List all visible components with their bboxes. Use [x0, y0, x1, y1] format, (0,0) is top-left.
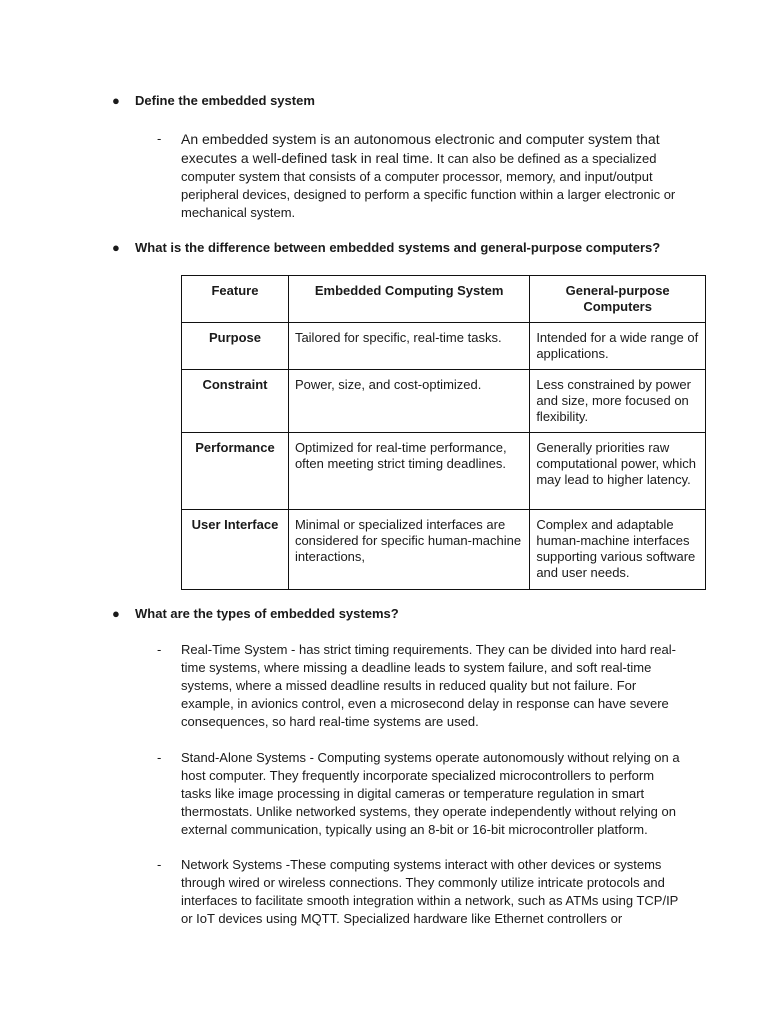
bullet-icon: ● [112, 93, 120, 108]
table-row [182, 510, 706, 590]
type-real-time: Real-Time System - has strict timing requirements. They can be divided into hard real-time systems, where missing a deadline leads to system failure, and soft real-time systems, where a missed deadline results in reduced quality but not failure. For example, in avionics control, even a microsecond delay in response can have severe consequences, so hard real-time systems are used. [181, 642, 676, 729]
general-cell: Generally priorities raw computational power, which may lead to higher latency. [530, 433, 706, 510]
embedded-cell: Optimized for real-time performance, often meeting strict timing deadlines. [288, 433, 529, 510]
answer-lead-text: An embedded system is an autonomous electronic and computer system that executes a well-defined task in real time. [181, 131, 660, 166]
feature-cell: User Interface [182, 510, 289, 590]
feature-cell: Purpose [182, 323, 289, 370]
general-cell: Less constrained by power and size, more focused on flexibility. [530, 370, 706, 433]
general-cell: Intended for a wide range of applications. [530, 323, 706, 370]
bullet-icon: ● [112, 606, 120, 621]
table-row [182, 433, 706, 510]
question-title: What are the types of embedded systems? [135, 606, 399, 621]
question-title: Define the embedded system [135, 93, 315, 108]
question-title: What is the difference between embedded systems and general-purpose computers? [135, 240, 661, 255]
feature-cell: Performance [182, 433, 289, 510]
type-network: Network Systems -These computing systems interact with other devices or systems through wired or wireless connections. They commonly utilize intricate protocols and interfaces to facilitate smooth integration within a network, such as ATMs using TCP/IP or IoT devices using MQTT. Specialized hardware like Ethernet controllers or [181, 857, 679, 926]
dash-marker: - [157, 857, 162, 872]
table-row [182, 323, 706, 370]
comparison-table [181, 275, 706, 590]
header-general-purpose: General-purpose Computers [530, 276, 706, 323]
bullet-icon: ● [112, 240, 120, 255]
table-header-row [182, 276, 706, 323]
table-row [182, 370, 706, 433]
feature-cell: Constraint [182, 370, 289, 433]
answer-paragraph [181, 130, 681, 222]
general-cell: Complex and adaptable human-machine interfaces supporting various software and user needs. [530, 510, 706, 590]
dash-marker: - [157, 642, 162, 657]
header-feature: Feature [182, 276, 289, 323]
header-embedded: Embedded Computing System [288, 276, 529, 323]
embedded-cell: Tailored for specific, real-time tasks. [288, 323, 529, 370]
embedded-cell: Power, size, and cost-optimized. [288, 370, 529, 433]
type-stand-alone: Stand-Alone Systems - Computing systems operate autonomously without relying on a host computer. They frequently incorporate specialized microcontrollers to perform tasks like image processing in digital cameras or temperature regulation in smart thermostats. Unlike networked systems, they operate independently without relying on external communication, typically using an 8-bit or 16-bit microcontroller platform. [181, 750, 680, 837]
dash-marker: - [157, 750, 162, 765]
embedded-cell: Minimal or specialized interfaces are considered for specific human-machine interactions, [288, 510, 529, 590]
answer-rest-text: It can also be defined as a specialized computer system that consists of a computer processor, memory, and input/output peripheral devices, designed to perform a specific function within a larger electronic or mechanical system. [181, 151, 676, 220]
dash-marker: - [157, 131, 162, 146]
